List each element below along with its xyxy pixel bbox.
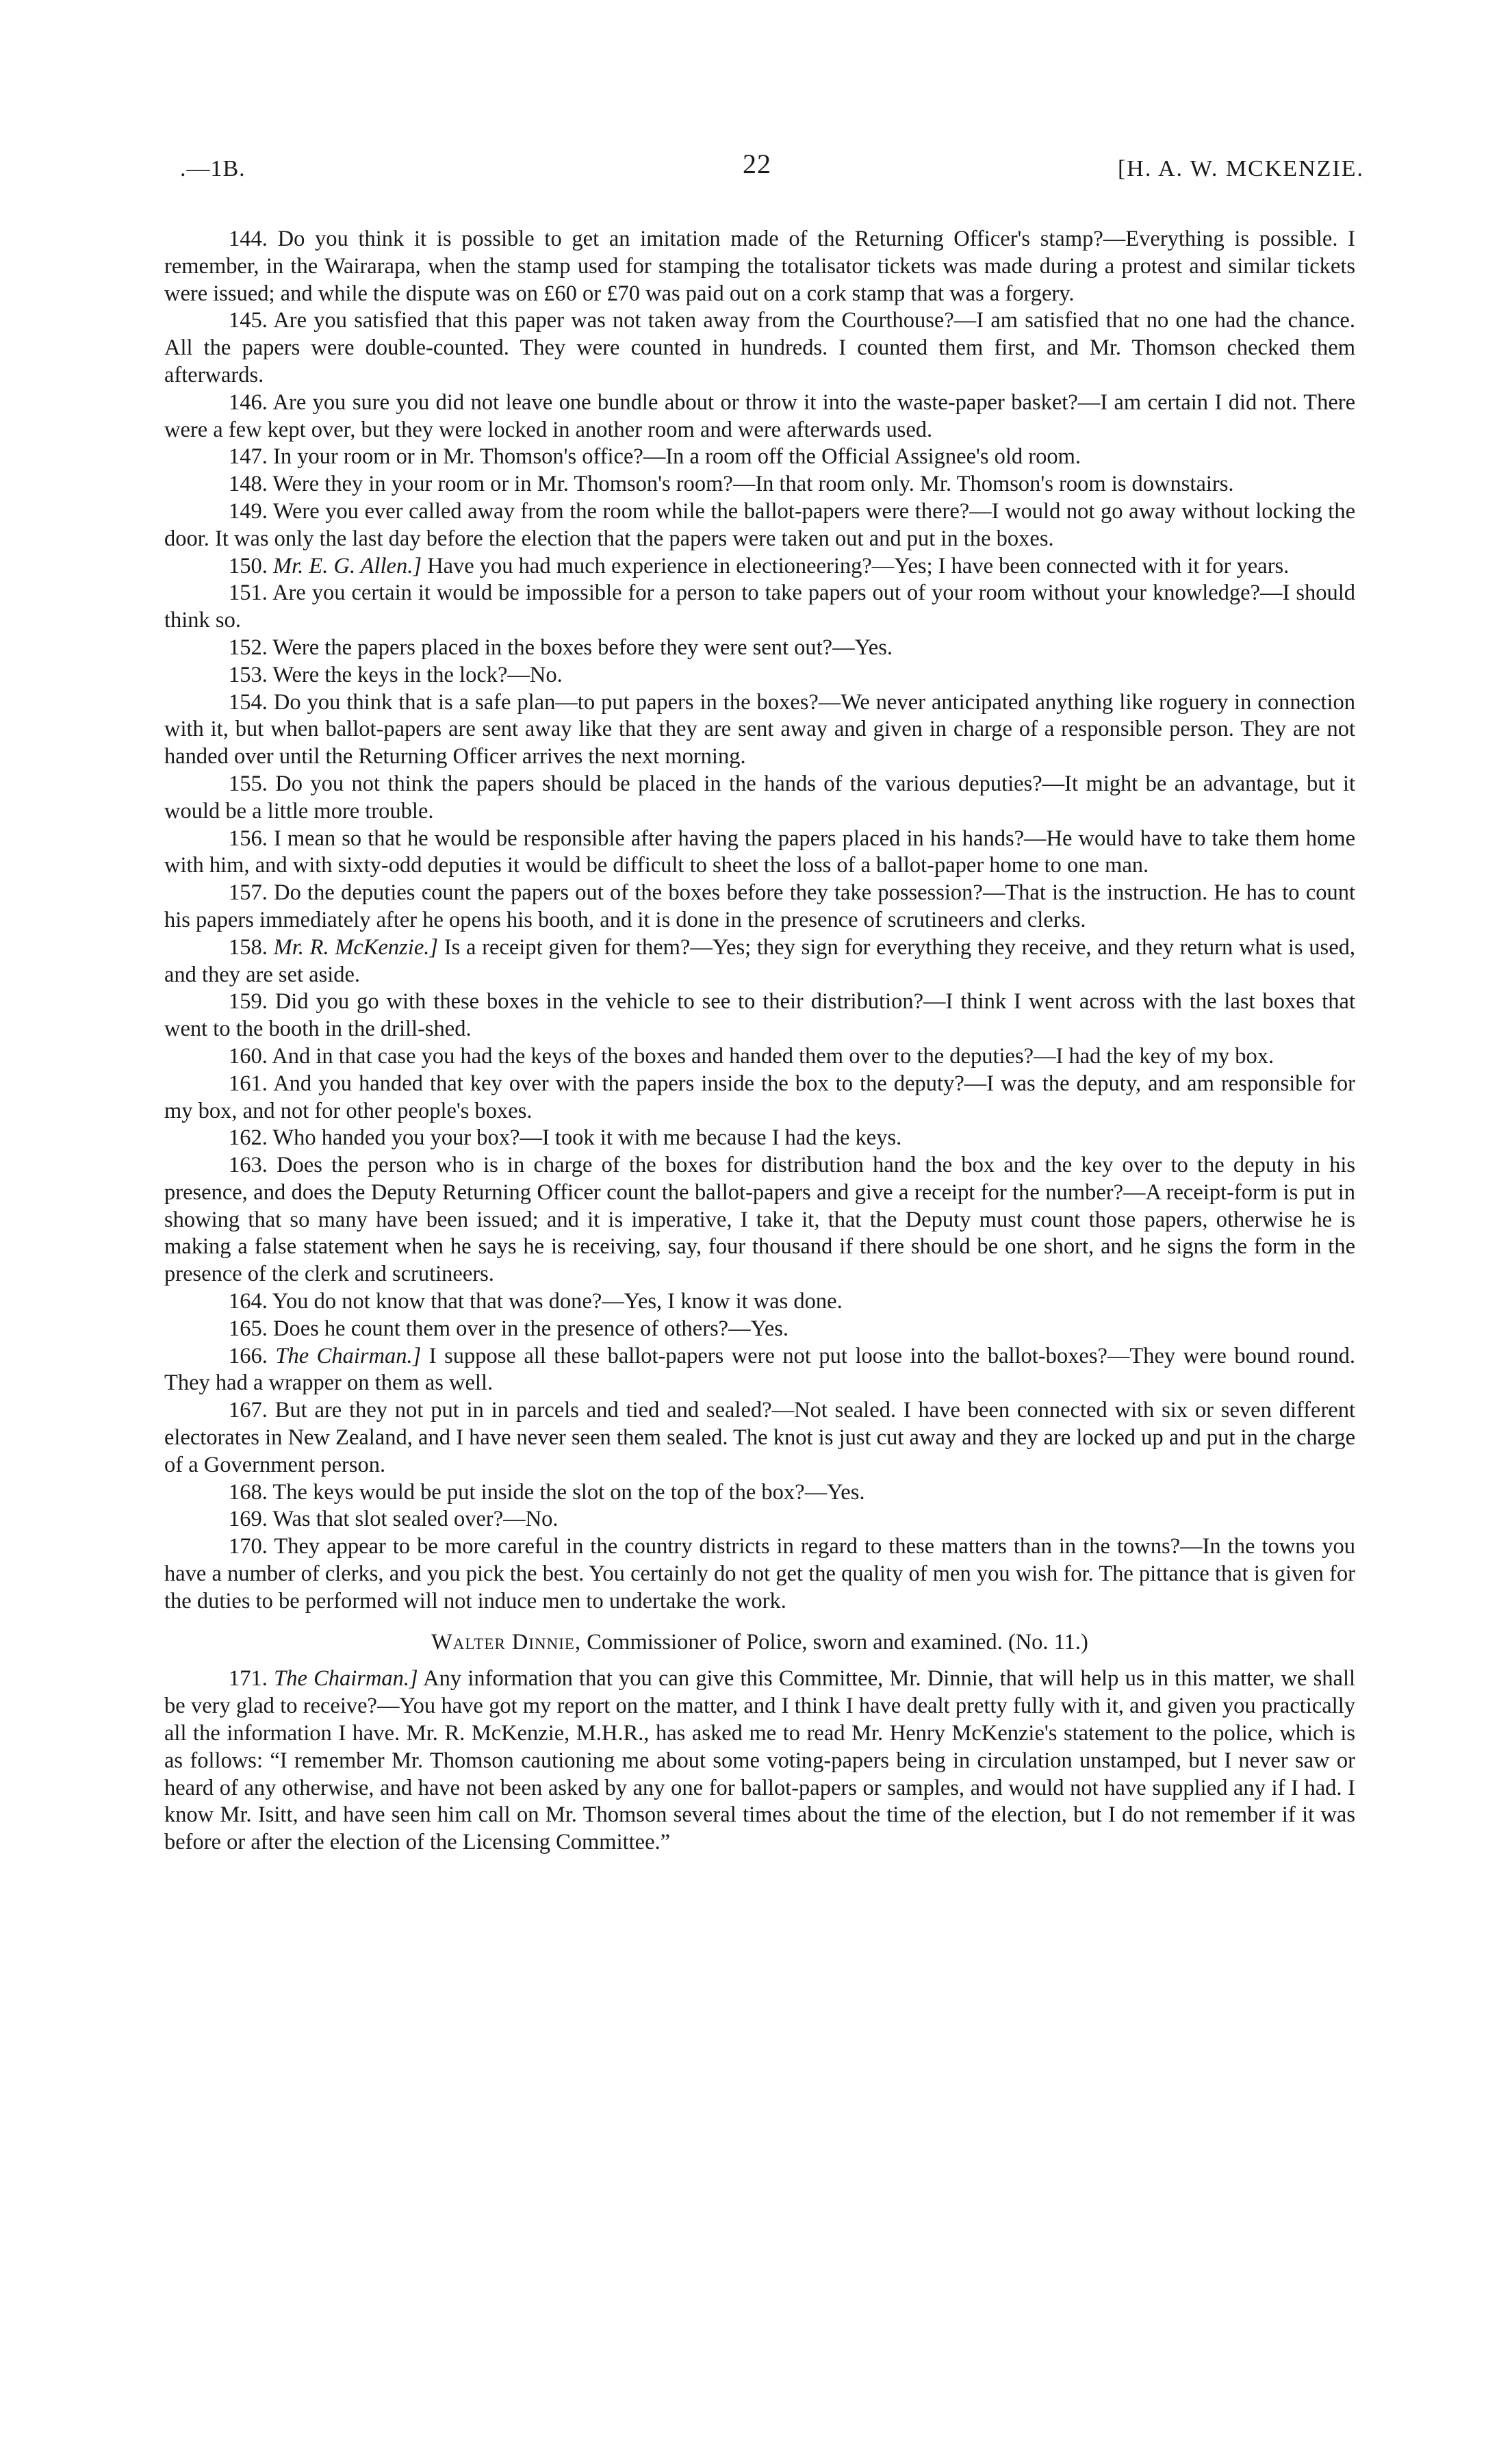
- question-answer-text: You do not know that that was done?—Yes, I know it was done.: [272, 1289, 843, 1314]
- question-paragraph: [164, 771, 1355, 826]
- speaker-name: Mr. R. McKenzie.]: [273, 934, 439, 960]
- question-answer-text: Were the keys in the lock?—No.: [272, 662, 563, 687]
- question-paragraph: [164, 689, 1355, 771]
- question-number: 160.: [229, 1043, 268, 1069]
- question-paragraph: [164, 934, 1355, 989]
- question-paragraph: [164, 1288, 1355, 1316]
- question-answer-text: Who handed you your box?—I took it with me because I had the keys.: [272, 1125, 902, 1151]
- question-number: 151.: [229, 580, 268, 606]
- question-number: 149.: [229, 498, 268, 524]
- question-number: 157.: [229, 880, 268, 906]
- witness-name: Walter Dinnie,: [431, 1629, 582, 1655]
- question-answer-text: And you handed that key over with the papers inside the box to the deputy?—I was the deputy, and am responsible for my box, and not for other people's boxes.: [164, 1071, 1355, 1123]
- question-number: 154.: [229, 689, 268, 715]
- question-answer-text: The keys would be put inside the slot on the top of the box?—Yes.: [272, 1479, 865, 1505]
- testimony-section-1: [164, 226, 1355, 1616]
- question-answer-text: Any information that you can give this Committee, Mr. Dinnie, that will help us in this matter, we shall be very glad to receive?—You have got my report on the matter, and I think I have dealt pretty fully with it, and given you practically all the information I have. Mr. R. McKenzie, M.H.R., has asked me to read Mr. Henry McKenzie's statement to the police, which is as follows: “I remember Mr. Thomson cautioning me about some voting-papers being in circulation unstamped, but I never saw or heard of any otherwise, and have not been asked by any one for ballot-papers or samples, and would not have supplied any if I had. I know Mr. Isitt, and have seen him call on Mr. Thomson several times about the time of the election, but I do not remember if it was before or after the election of the Licensing Committee.”: [164, 1666, 1355, 1855]
- question-number: 144.: [229, 227, 268, 251]
- witness-heading: [164, 1629, 1355, 1657]
- question-paragraph: [164, 635, 1355, 662]
- question-answer-text: I suppose all these ballot-papers were not put loose into the ballot-boxes?—They were bound round. They had a wrapper on them as well.: [164, 1343, 1356, 1396]
- question-answer-text: Are you satisfied that this paper was not taken away from the Courthouse?—I am satisfied that no one had the chance. All the papers were double-counted. They were counted in hundreds. I counted them first, and Mr. Thomson checked them afterwards.: [164, 308, 1355, 387]
- question-number: 165.: [229, 1316, 268, 1341]
- question-paragraph: [164, 498, 1355, 553]
- question-paragraph: [164, 662, 1355, 689]
- question-paragraph: [164, 1071, 1355, 1125]
- question-number: 166.: [229, 1343, 268, 1368]
- testimony-section-2: [164, 1666, 1355, 1856]
- question-paragraph: [164, 1043, 1355, 1071]
- question-answer-text: Is a receipt given for them?—Yes; they sign for everything they receive, and they return what is used, and they are set aside.: [164, 934, 1356, 987]
- header-left: .—1B.: [180, 156, 246, 181]
- question-paragraph: [164, 880, 1355, 934]
- question-number: 145.: [229, 308, 268, 333]
- question-answer-text: They appear to be more careful in the country districts in regard to these matters than in the towns?—In the towns you have a number of clerks, and you pick the best. You certainly do not get the quality of men you wish for. The pittance that is given for the duties to be performed will not induce men to undertake the work.: [164, 1534, 1355, 1613]
- witness-description: Commissioner of Police, sworn and examined. (No. 11.): [587, 1629, 1088, 1655]
- question-number: 146.: [229, 390, 268, 415]
- question-number: 152.: [229, 635, 268, 660]
- question-number: 148.: [229, 472, 268, 497]
- question-answer-text: I mean so that he would be responsible after having the papers placed in his hands?—He would have to take them home with him, and with sixty-odd deputies it would be difficult to sheet the loss of a ballot-paper home to one man.: [164, 826, 1355, 878]
- speaker-name: Mr. E. G. Allen.]: [273, 553, 422, 578]
- question-answer-text: And in that case you had the keys of the boxes and handed them over to the deputies?—I had the key of my box.: [272, 1043, 1274, 1069]
- question-number: 169.: [229, 1507, 268, 1532]
- question-paragraph: [164, 826, 1355, 880]
- question-paragraph: [164, 1533, 1355, 1615]
- question-paragraph: [164, 307, 1355, 389]
- question-answer-text: Was that slot sealed over?—No.: [272, 1507, 559, 1532]
- question-paragraph: [164, 226, 1355, 307]
- question-paragraph: [164, 390, 1355, 444]
- question-answer-text: But are they not put in in parcels and tied and sealed?—Not sealed. I have been connected with six or seven different electorates in New Zealand, and I have never seen them sealed. The knot is just cut away and they are locked up and put in the charge of a Government person.: [164, 1398, 1355, 1477]
- question-paragraph: [164, 580, 1355, 635]
- question-paragraph: [164, 1125, 1355, 1152]
- question-paragraph: [164, 471, 1355, 498]
- question-paragraph: [164, 444, 1355, 471]
- question-number: 159.: [229, 989, 268, 1015]
- page-header: [180, 149, 1364, 182]
- question-number: 153.: [229, 662, 268, 687]
- speaker-name: The Chairman.]: [274, 1666, 418, 1692]
- question-answer-text: Do you think that is a safe plan—to put papers in the boxes?—We never anticipated anything like roguery in connection with it, but when ballot-papers are sent away like that they are sent away and given in charge of a responsible person. They are not handed over until the Returning Officer arrives the next morning.: [164, 689, 1355, 769]
- question-paragraph: [164, 1316, 1355, 1343]
- question-number: 158.: [229, 934, 268, 960]
- question-paragraph: [164, 1479, 1355, 1507]
- question-number: 163.: [229, 1153, 268, 1178]
- question-paragraph: [164, 1397, 1355, 1479]
- question-number: 155.: [229, 771, 268, 796]
- question-number: 161.: [229, 1071, 268, 1096]
- question-answer-text: Were they in your room or in Mr. Thomson's room?—In that room only. Mr. Thomson's room is downstairs.: [272, 472, 1234, 497]
- page-number: 22: [743, 149, 771, 179]
- question-paragraph: [164, 1152, 1355, 1288]
- question-answer-text: Do you not think the papers should be placed in the hands of the various deputies?—It might be an advantage, but it would be a little more trouble.: [164, 771, 1356, 824]
- question-answer-text: In your room or in Mr. Thomson's office?—In a room off the Official Assignee's old room.: [273, 444, 1081, 470]
- question-number: 171.: [229, 1666, 268, 1692]
- question-answer-text: Were the papers placed in the boxes before they were sent out?—Yes.: [272, 635, 893, 660]
- question-paragraph: [164, 553, 1355, 580]
- question-paragraph: [164, 1506, 1355, 1533]
- question-number: 147.: [229, 444, 268, 470]
- question-answer-text: Did you go with these boxes in the vehicle to see to their distribution?—I think I went across with the last boxes that went to the booth in the drill-shed.: [164, 989, 1355, 1042]
- question-number: 167.: [229, 1398, 268, 1423]
- question-answer-text: Does he count them over in the presence of others?—Yes.: [273, 1316, 789, 1341]
- question-paragraph: [164, 1343, 1355, 1398]
- question-answer-text: Were you ever called away from the room while the ballot-papers were there?—I would not go away without locking the door. It was only the last day before the election that the papers were taken out and put in the boxes.: [164, 498, 1355, 551]
- question-number: 162.: [229, 1125, 268, 1151]
- question-answer-text: Have you had much experience in electioneering?—Yes; I have been connected with it for years.: [427, 553, 1290, 578]
- question-answer-text: Do the deputies count the papers out of the boxes before they take possession?—That is the instruction. He has to count his papers immediately after he opens his booth, and it is done in the presence of scrutineers and clerks.: [164, 880, 1356, 932]
- header-right: [H. A. W. MCKENZIE.: [1117, 156, 1364, 181]
- document-body: [164, 226, 1355, 1856]
- question-paragraph: [164, 1666, 1355, 1856]
- question-number: 168.: [229, 1479, 268, 1505]
- question-paragraph: [164, 988, 1355, 1043]
- question-answer-text: Are you certain it would be impossible for a person to take papers out of your room without your knowledge?—I should think so.: [164, 580, 1356, 633]
- question-number: 164.: [229, 1289, 268, 1314]
- question-answer-text: Are you sure you did not leave one bundle about or throw it into the waste-paper basket?—I am certain I did not. There were a few kept over, but they were locked in another room and were afterwards used.: [164, 390, 1355, 442]
- question-number: 170.: [229, 1534, 268, 1559]
- question-answer-text: Do you think it is possible to get an imitation made of the Returning Officer's stamp?—Everything is possible. I remember, in the Wairarapa, when the stamp used for stamping the totalisator tickets was made during a protest and similar tickets were issued; and while the dispute was on £60 or £70 was paid out on a cork stamp that was a forgery.: [164, 227, 1355, 306]
- question-answer-text: Does the person who is in charge of the boxes for distribution hand the box and the key over to the deputy in his presence, and does the Deputy Returning Officer count the ballot-papers and give a receipt for the number?—A receipt-form is put in showing that so many have been issued; and it is imperative, I take it, that the Deputy must count those papers, otherwise he is making a false statement when he says he is receiving, say, four thousand if there should be one short, and he signs the form in the presence of the clerk and scrutineers.: [164, 1153, 1355, 1287]
- speaker-name: The Chairman.]: [275, 1343, 422, 1368]
- question-number: 150.: [229, 553, 268, 578]
- question-number: 156.: [229, 826, 268, 851]
